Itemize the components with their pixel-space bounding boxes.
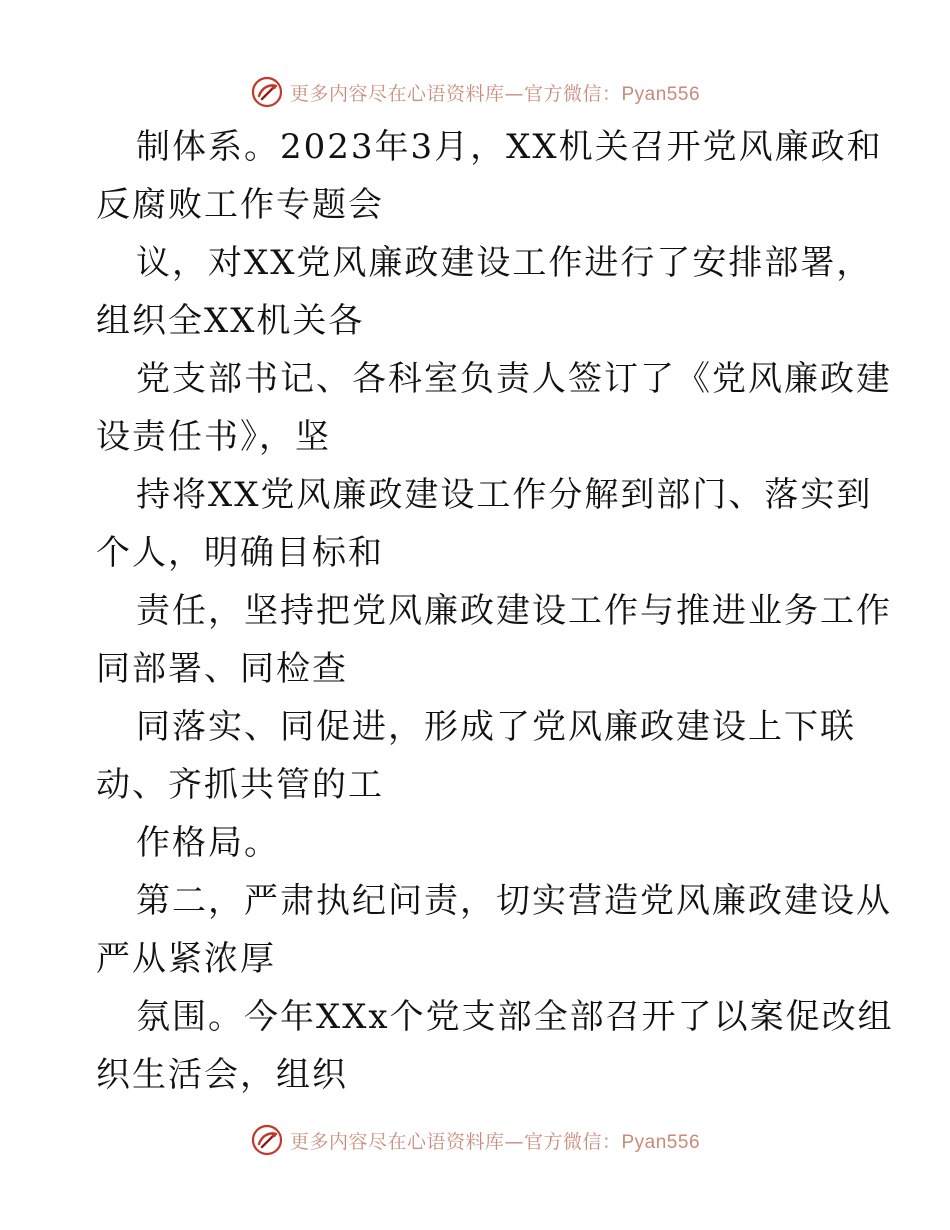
watermark-handle: Pyan556: [621, 83, 701, 105]
body-line: 设责任书》，坚: [96, 417, 331, 457]
header-watermark: [0, 72, 950, 112]
body-line: 织生活会，组织: [96, 1055, 348, 1095]
body-line: 责任，坚持把党风廉政建设工作与推进业务工作: [136, 591, 892, 631]
body-line: 第二，严肃执纪问责，切实营造党风廉政建设从: [136, 881, 892, 921]
body-line: 持将XX党风廉政建设工作分解到部门、落实到: [136, 475, 873, 515]
body-line: 反腐败工作专题会: [96, 185, 384, 225]
brand-logo-icon: [250, 1123, 284, 1157]
body-line: 议，对XX党风廉政建设工作进行了安排部署，: [136, 243, 873, 283]
footer-watermark: [0, 1120, 950, 1160]
body-line: 同落实、同促进，形成了党风廉政建设上下联: [136, 707, 856, 747]
body-line: 个人，明确目标和: [96, 533, 384, 573]
body-line: 严从紧浓厚: [96, 939, 276, 979]
brand-logo-icon: [250, 75, 284, 109]
watermark-text: 更多内容尽在心语资料库—官方微信：Pyan556: [289, 82, 701, 105]
body-line: 组织全XX机关各: [96, 301, 365, 341]
watermark-handle: Pyan556: [621, 1131, 701, 1153]
watermark-text: 更多内容尽在心语资料库—官方微信：Pyan556: [289, 1130, 701, 1153]
body-line: 同部署、同检查: [96, 649, 348, 689]
body-line: 作格局。: [136, 823, 280, 863]
body-line: 制体系。2023年3月，XX机关召开党风廉政和: [136, 127, 883, 167]
document-body: [96, 118, 894, 1104]
body-line: 动、齐抓共管的工: [96, 765, 384, 805]
body-line: 党支部书记、各科室负责人签订了《党风廉政建: [136, 359, 892, 399]
body-line: 氛围。今年XXx个党支部全部召开了以案促改组: [136, 997, 894, 1037]
